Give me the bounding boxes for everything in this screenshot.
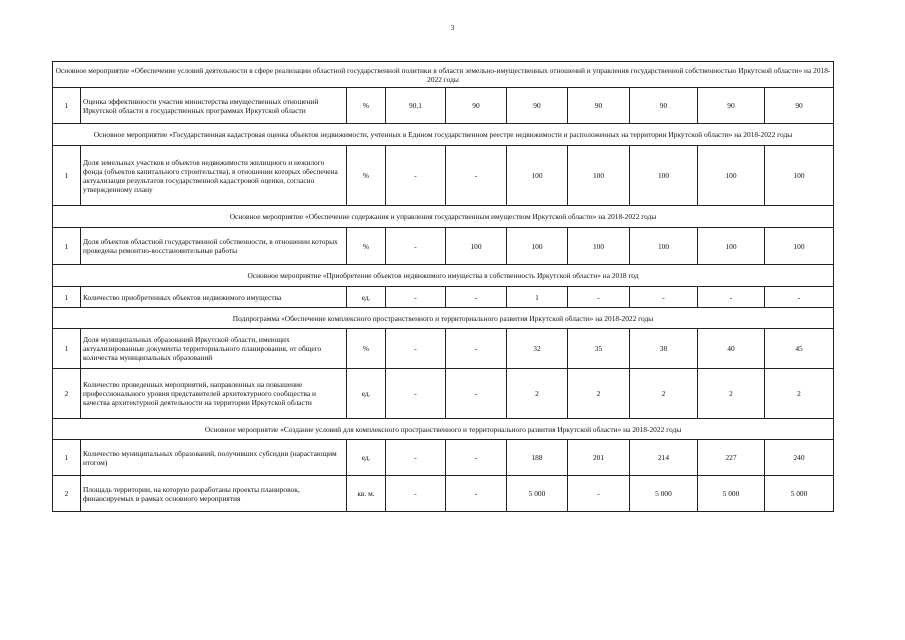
unit: % — [347, 146, 386, 206]
value-cell: 90,1 — [386, 88, 446, 124]
indicator-row — [53, 329, 834, 369]
value-cell: 240 — [765, 440, 834, 476]
section-header-row — [53, 308, 834, 329]
value-cell: 2 — [765, 369, 834, 419]
value-cell: - — [386, 228, 446, 265]
value-cell: 90 — [446, 88, 507, 124]
value-cell: 100 — [568, 228, 630, 265]
indicator-name: Доля объектов областной государственной собственности, в отношении которых проведены ремонтно-восстановительные работы — [81, 228, 347, 265]
row-number: 2 — [53, 476, 81, 512]
value-cell: - — [446, 287, 507, 308]
value-cell: 100 — [765, 228, 834, 265]
value-cell: 100 — [507, 228, 568, 265]
unit: % — [347, 88, 386, 124]
page-number: 3 — [450, 24, 455, 32]
section-header-row — [53, 62, 834, 88]
value-cell: 5 000 — [630, 476, 698, 512]
value-cell: 2 — [698, 369, 765, 419]
value-cell: 100 — [507, 146, 568, 206]
unit: % — [347, 329, 386, 369]
value-cell: 35 — [568, 329, 630, 369]
indicators-table — [52, 61, 834, 512]
section-title: Основное мероприятие «Создание условий для комплексного пространственного и территориального развития Иркутской области» на 2018-2022 годы — [53, 419, 834, 440]
indicator-name: Количество муниципальных образований, получивших субсидии (нарастающим итогом) — [81, 440, 347, 476]
indicator-name: Доля земельных участков и объектов недвижимости жилищного и нежилого фонда (объектов капитального строительства), в отношении которых обеспечена актуализация результатов государственной кадастровой оценки, согласно утвержденному плану — [81, 146, 347, 206]
section-header-row — [53, 206, 834, 228]
value-cell: - — [446, 146, 507, 206]
value-cell: 2 — [507, 369, 568, 419]
section-title: Основное мероприятие «Обеспечение содержания и управления государственным имуществом Иркутской области» на 2018-2022 годы — [53, 206, 834, 228]
indicator-row — [53, 369, 834, 419]
value-cell: 100 — [630, 146, 698, 206]
indicator-row — [53, 287, 834, 308]
value-cell: - — [568, 287, 630, 308]
indicator-row — [53, 88, 834, 124]
value-cell: - — [386, 329, 446, 369]
value-cell: - — [386, 369, 446, 419]
unit: ед. — [347, 440, 386, 476]
value-cell: 100 — [446, 228, 507, 265]
value-cell: - — [446, 329, 507, 369]
row-number: 1 — [53, 440, 81, 476]
value-cell: 2 — [568, 369, 630, 419]
row-number: 1 — [53, 146, 81, 206]
value-cell: 90 — [568, 88, 630, 124]
value-cell: - — [446, 369, 507, 419]
indicator-name: Доля муниципальных образований Иркутской области, имеющих актуализированные документы территориального планирования, от общего количества муниципальных образований — [81, 329, 347, 369]
value-cell: 90 — [630, 88, 698, 124]
value-cell: - — [386, 287, 446, 308]
value-cell: 100 — [568, 146, 630, 206]
unit: ед. — [347, 287, 386, 308]
value-cell: 45 — [765, 329, 834, 369]
value-cell: 100 — [765, 146, 834, 206]
section-header-row — [53, 124, 834, 146]
value-cell: 5 000 — [765, 476, 834, 512]
row-number: 1 — [53, 329, 81, 369]
indicator-name: Оценка эффективности участия министерства имущественных отношений Иркутской области в государственных программах Иркутской области — [81, 88, 347, 124]
value-cell: 90 — [698, 88, 765, 124]
value-cell: - — [386, 440, 446, 476]
unit: кв. м. — [347, 476, 386, 512]
value-cell: 227 — [698, 440, 765, 476]
value-cell: - — [386, 476, 446, 512]
value-cell: 5 000 — [507, 476, 568, 512]
indicator-row — [53, 440, 834, 476]
value-cell: - — [568, 476, 630, 512]
row-number: 2 — [53, 369, 81, 419]
value-cell: 201 — [568, 440, 630, 476]
value-cell: - — [698, 287, 765, 308]
value-cell: 90 — [765, 88, 834, 124]
indicator-row — [53, 228, 834, 265]
section-title: Подпрограмма «Обеспечение комплексного пространственного и территориального развития Иркутской области» на 2018-2022 годы — [53, 308, 834, 329]
unit: % — [347, 228, 386, 265]
section-header-row — [53, 419, 834, 440]
indicator-row — [53, 146, 834, 206]
value-cell: 100 — [698, 228, 765, 265]
indicator-name: Количество приобретенных объектов недвижимого имущества — [81, 287, 347, 308]
value-cell: - — [765, 287, 834, 308]
section-header-row — [53, 265, 834, 287]
value-cell: 1 — [507, 287, 568, 308]
indicator-row — [53, 476, 834, 512]
value-cell: 90 — [507, 88, 568, 124]
value-cell: 40 — [698, 329, 765, 369]
section-title: Основное мероприятие «Государственная кадастровая оценка объектов недвижимости, учтенных в Едином государственном реестре недвижимости и расположенных на территории Иркутской области» на 2018-2022 годы — [53, 124, 834, 146]
indicator-name: Количество проведенных мероприятий, направленных на повышение профессионального уровня представителей архитектурного сообщества и качества архитектурной деятельности на территории Иркутской области — [81, 369, 347, 419]
value-cell: 100 — [698, 146, 765, 206]
value-cell: 188 — [507, 440, 568, 476]
section-title: Основное мероприятие «Приобретение объектов недвижимого имущества в собственность Иркутской области» на 2018 год — [53, 265, 834, 287]
row-number: 1 — [53, 88, 81, 124]
value-cell: - — [446, 440, 507, 476]
section-title: Основное мероприятие «Обеспечение условий деятельности в сфере реализации областной государственной политики в области земельно-имущественных отношений и управления государственной собственностью Иркутской области» на 2018-2022 годы — [53, 62, 834, 88]
value-cell: - — [446, 476, 507, 512]
value-cell: - — [386, 146, 446, 206]
value-cell: 5 000 — [698, 476, 765, 512]
value-cell: - — [630, 287, 698, 308]
unit: ед. — [347, 369, 386, 419]
value-cell: 214 — [630, 440, 698, 476]
row-number: 1 — [53, 287, 81, 308]
value-cell: 100 — [630, 228, 698, 265]
value-cell: 32 — [507, 329, 568, 369]
row-number: 1 — [53, 228, 81, 265]
value-cell: 2 — [630, 369, 698, 419]
value-cell: 38 — [630, 329, 698, 369]
indicator-name: Площадь территории, на которую разработаны проекты планировок, финансируемых в рамках основного мероприятия — [81, 476, 347, 512]
